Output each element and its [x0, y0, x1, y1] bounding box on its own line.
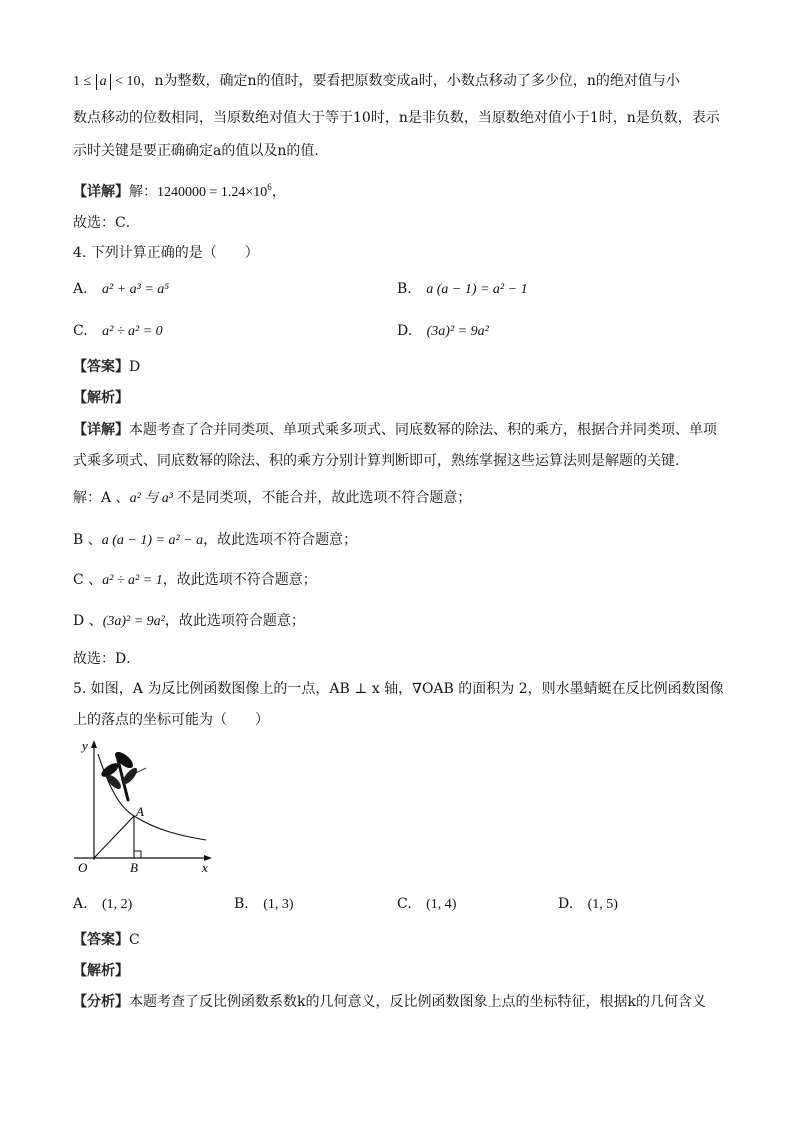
- detail-text: 本题考查了合并同类项、单项式乘多项式、同底数幂的除法、积的乘方，根据合并同类项、单项: [129, 422, 717, 438]
- q5-option-b: [234, 894, 294, 915]
- q4-detail-line-1: [73, 420, 717, 440]
- sol-d-math: (3a)² = 9a²: [102, 614, 165, 629]
- q5-option-b-expr: (1, 3): [263, 897, 294, 912]
- q4-option-a-expr: a² + a³ = a⁵: [102, 282, 170, 297]
- analysis-head: 【分析】: [73, 994, 129, 1010]
- q5-option-d-letter: D.: [558, 896, 574, 912]
- sol-a-math: a² 与 a³: [129, 491, 173, 506]
- answer-value: D: [129, 359, 141, 375]
- intro-line-3: 示时关键是要正确确定a的值以及n的值．: [73, 143, 329, 159]
- q4-option-a-letter: A.: [73, 281, 88, 297]
- q4-solution-c: [73, 570, 317, 591]
- detail-suffix: ，: [271, 184, 286, 200]
- label-o: O: [78, 860, 88, 875]
- q4-option-c: [73, 321, 163, 342]
- q4-option-a: [73, 279, 169, 300]
- q5-option-a-letter: A.: [73, 896, 88, 912]
- inequality-left: 1 ≤: [73, 74, 92, 89]
- q5-option-d: [558, 894, 618, 915]
- sol-c-text: ，故此选项不符合题意；: [162, 572, 317, 588]
- q5-option-d-expr: (1, 5): [587, 897, 618, 912]
- q4-option-d-expr: (3a)² = 9a²: [426, 324, 489, 339]
- q4-option-b-letter: B.: [397, 281, 412, 297]
- q5-option-a: [73, 894, 132, 915]
- inequality-right: < 10: [115, 74, 141, 89]
- label-x: x: [202, 860, 208, 875]
- label-y: y: [82, 738, 88, 753]
- q5-stem-1: 5. 如图，A 为反比例函数图像上的一点，AB ⊥ x 轴，∇OAB 的面积为 2，则水墨蜻蜓在反比例函数图像: [73, 681, 724, 697]
- answer-label: 【答案】: [73, 932, 129, 948]
- sol-b-math: a (a − 1) = a² − a: [101, 533, 204, 548]
- q5-option-a-expr: (1, 2): [102, 897, 133, 912]
- detail-prefix: 解：: [129, 184, 157, 200]
- sol-a-prefix: 解：A 、: [73, 490, 130, 506]
- sol-a-text: 不是同类项，不能合并，故此选项不符合题意；: [172, 490, 472, 506]
- q4-option-c-expr: a² ÷ a² = 0: [102, 324, 163, 339]
- sol-b-prefix: B 、: [73, 532, 102, 548]
- sol-d-prefix: D 、: [73, 613, 103, 629]
- right-angle-mark: [134, 851, 141, 858]
- q4-option-d-letter: D.: [397, 323, 413, 339]
- q4-solution-a: [73, 488, 471, 509]
- detail-label: 【详解】: [73, 422, 129, 438]
- q4-option-b-expr: a (a − 1) = a² − 1: [426, 282, 528, 297]
- q5-analysis-line: [73, 992, 706, 1012]
- sol-c-math: a² ÷ a² = 1: [102, 573, 163, 588]
- dragonfly-icon: [99, 749, 146, 800]
- q4-solution-d: [73, 611, 305, 632]
- label-b: B: [130, 860, 138, 875]
- q5-analysis-label: 【解析】: [73, 963, 129, 979]
- intro-text-1: ，n为整数，确定n的值时，要看把原数变成a时，小数点移动了多少位，n的绝对值与小: [140, 73, 680, 89]
- q5-figure: [66, 738, 226, 878]
- detail-label: 【详解】: [73, 184, 129, 200]
- intro-line-1: [73, 71, 680, 92]
- q4-solution-b: [73, 530, 357, 551]
- q4-detail-line-2: 式乘多项式、同底数幂的除法、积的乘方分别计算判断即可，熟练掌握这些运算法则是解题的关键．: [73, 453, 689, 469]
- analysis-text: 本题考查了反比例函数系数k的几何意义，反比例函数图象上点的坐标特征，根据k的几何含义: [129, 994, 706, 1010]
- segment-oa: [94, 816, 134, 858]
- q4-choice: 故选：D．: [73, 651, 141, 667]
- q5-option-c: [397, 894, 456, 915]
- q4-answer: [73, 357, 140, 377]
- y-axis-arrow-icon: [91, 740, 97, 748]
- abs-a: a: [96, 74, 111, 90]
- q4-option-c-letter: C.: [73, 323, 88, 339]
- q5-option-b-letter: B.: [234, 896, 249, 912]
- detail-math: 1240000 = 1.24×10: [157, 185, 268, 200]
- sol-b-text: ，故此选项不符合题意；: [203, 532, 358, 548]
- answer-label: 【答案】: [73, 359, 129, 375]
- q5-stem-2: 上的落点的坐标可能为（ ）: [73, 712, 269, 728]
- sol-d-text: ，故此选项符合题意；: [164, 613, 305, 629]
- sol-c-prefix: C 、: [73, 572, 103, 588]
- label-a: A: [136, 804, 144, 819]
- intro-line-2: 数点移动的位数相同，当原数绝对值大于等于10时，n是非负数，当原数绝对值小于1时，n是负数，表示: [73, 110, 720, 126]
- q3-choice: 故选：C．: [73, 215, 140, 231]
- q4-option-b: [397, 279, 528, 300]
- q5-answer: [73, 930, 140, 950]
- q5-option-c-expr: (1, 4): [426, 897, 457, 912]
- q4-analysis-label: 【解析】: [73, 390, 129, 406]
- answer-value: C: [129, 932, 140, 948]
- q3-detail-line: [73, 177, 286, 203]
- q4-stem: 4. 下列计算正确的是（ ）: [73, 245, 259, 261]
- q5-option-c-letter: C.: [397, 896, 412, 912]
- detail-exp: 6: [267, 182, 272, 192]
- q4-option-d: [397, 321, 489, 342]
